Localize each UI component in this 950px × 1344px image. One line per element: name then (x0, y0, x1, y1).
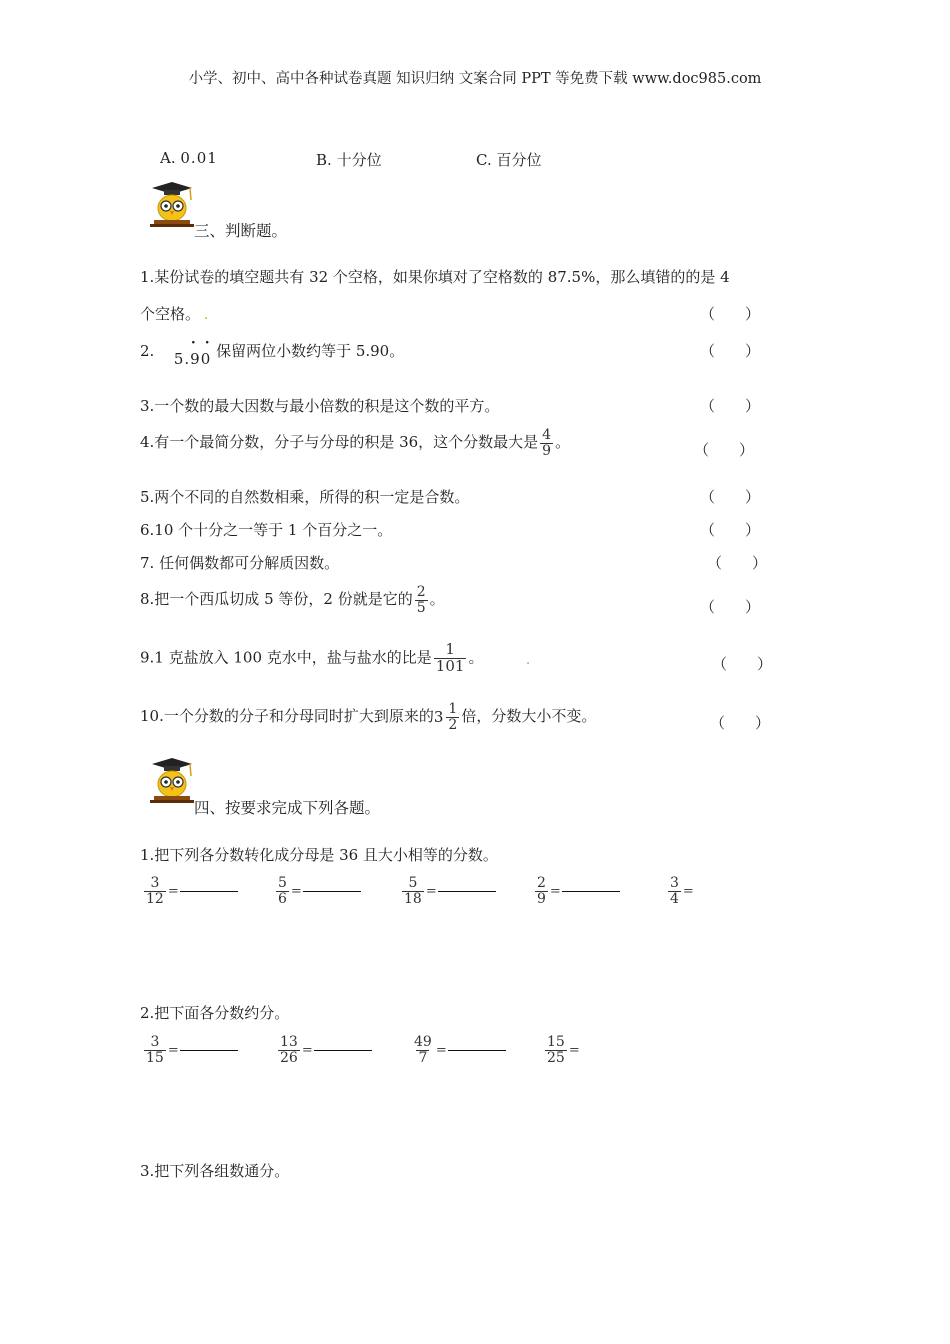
q1-line1: 1.某份试卷的填空题共有 32 个空格，如果你填对了空格数的 87.5%，那么填错的的是 4 (140, 268, 730, 286)
option-c: C. 百分位 (476, 151, 542, 169)
p1-item-1: $\frac{3}{12}$ = (142, 876, 238, 906)
q2-line: 2. 5.90 ·· 保留两位小数约等于 5.90。 (140, 335, 405, 368)
q5-answer-paren[interactable]: （ ） (700, 488, 761, 506)
p2-item-1: $\frac{3}{15}$ = (142, 1035, 238, 1065)
q8-answer-paren[interactable]: （ ） (700, 598, 761, 616)
q1-line2: 个空格。 . (140, 305, 209, 323)
p1-item-4: $\frac{2}{9}$ = (533, 876, 620, 906)
answer-blank[interactable] (180, 1050, 238, 1051)
repeating-decimal: 5.90 ·· (173, 335, 219, 368)
p2-item-2: $\frac{13}{26}$ = (276, 1035, 372, 1065)
q3-answer-paren[interactable]: （ ） (700, 397, 761, 415)
p1-item-5: $\frac{3}{4}$ = (670, 875, 694, 907)
p1-item-2: $\frac{5}{6}$ = (274, 876, 361, 906)
option-a: A. 0.01 (160, 149, 218, 167)
q5-line: 5.两个不同的自然数相乘，所得的积一定是合数。 (140, 488, 470, 506)
q4-line: 4.有一个最简分数，分子与分母的积是 36，这个分数最大是 $\frac{4}{9}$ 。 (140, 427, 571, 459)
q3-line: 3.一个数的最大因数与最小倍数的积是这个数的平方。 (140, 397, 500, 415)
q7-line: 7. 任何偶数都可分解质因数。 (140, 554, 340, 572)
section4-title: 四、按要求完成下列各题。 (194, 799, 381, 817)
q9-answer-paren[interactable]: （ ） (712, 655, 773, 673)
q7-answer-paren[interactable]: （ ） (707, 554, 768, 572)
p1-item-3: $\frac{5}{18}$ = (400, 876, 496, 906)
q10-line: 10.一个分数的分子和分母同时扩大到原来的 3 $\frac{1}{2}$ 倍，分数大小不变。 (140, 701, 597, 733)
q6-answer-paren[interactable]: （ ） (700, 521, 761, 539)
q6-line: 6.10 个十分之一等于 1 个百分之一。 (140, 521, 393, 539)
p2-item-4: $\frac{15}{25}$ = (547, 1034, 580, 1066)
stray-mark: . (204, 308, 209, 323)
mixed-number: 3 $\frac{1}{2}$ (433, 701, 458, 733)
owl-graduate-icon (140, 756, 196, 806)
part1-title: 1.把下列各分数转化成分母是 36 且大小相等的分数。 (140, 846, 498, 864)
q10-answer-paren[interactable]: （ ） (710, 714, 771, 732)
answer-blank[interactable] (303, 891, 361, 892)
owl-graduate-icon (140, 180, 196, 230)
page-header: 小学、初中、高中各种试卷真题 知识归纳 文案合同 PPT 等免费下载 www.doc985.com (188, 71, 762, 87)
fraction: $\frac{2}{5}$ (416, 584, 426, 616)
part2-title: 2.把下面各分数约分。 (140, 1004, 290, 1022)
part3-title: 3.把下列各组数通分。 (140, 1162, 290, 1180)
stray-mark: . (526, 653, 531, 668)
p2-item-3: $\frac{49}{7}$ = (410, 1035, 506, 1065)
fraction: $\frac{4}{9}$ (542, 427, 552, 459)
q9-line: 9.1 克盐放入 100 克水中，盐与盐水的比是 $\frac{1}{101}$ 。 (140, 640, 484, 675)
option-b: B. 十分位 (316, 151, 382, 169)
answer-blank[interactable] (448, 1050, 506, 1051)
section3-title: 三、判断题。 (194, 222, 288, 240)
answer-blank[interactable] (438, 891, 496, 892)
q8-line: 8.把一个西瓜切成 5 等份，2 份就是它的 $\frac{2}{5}$ 。 (140, 584, 445, 616)
answer-blank[interactable] (562, 891, 620, 892)
q4-answer-paren[interactable]: （ ） (694, 441, 755, 459)
fraction: $\frac{1}{101}$ (435, 640, 465, 675)
q2-answer-paren[interactable]: （ ） (700, 342, 761, 360)
q1-answer-paren[interactable]: （ ） (700, 305, 761, 323)
answer-blank[interactable] (314, 1050, 372, 1051)
answer-blank[interactable] (180, 891, 238, 892)
